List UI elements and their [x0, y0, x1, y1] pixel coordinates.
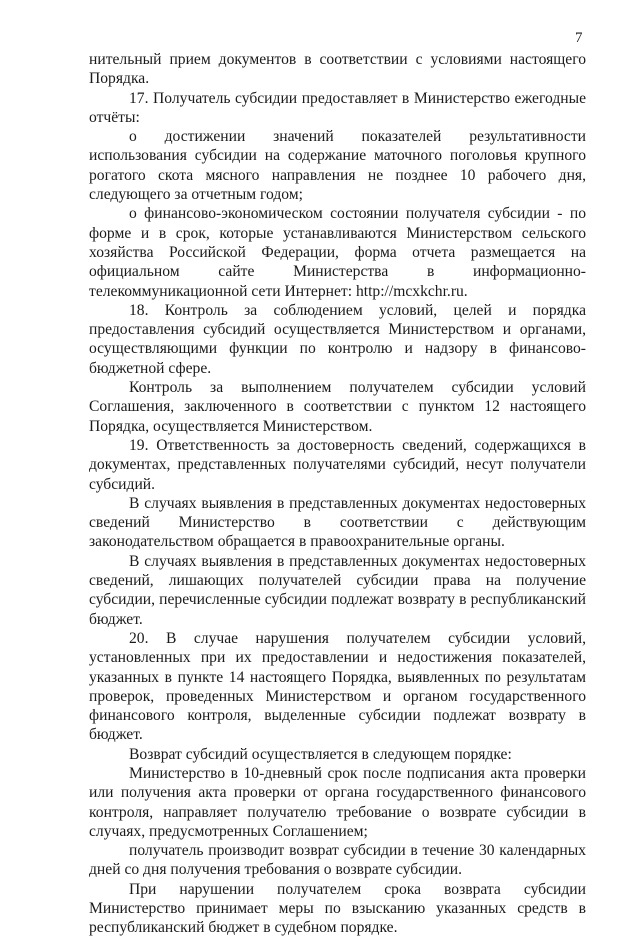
paragraph: Контроль за выполнением получателем субсидии условий Соглашения, заключенного в соответствии с пунктом 12 настоящего Порядка, осуществляется Министерством. [89, 379, 586, 435]
paragraph: В случаях выявления в представленных документах недостоверных сведений Министерство в соответствии с действующим законодательством обращается в правоохранительные органы. [89, 494, 586, 551]
paragraph: нительный прием документов в соответствии с условиями настоящего Порядка. [89, 51, 586, 88]
paragraph: 18. Контроль за соблюдением условий, целей и порядка предоставления субсидий осуществляется Министерством и органами, осуществляющими функции по контролю и надзору в финансово-бюджетной сфере. [89, 301, 586, 377]
document-body [89, 50, 586, 938]
page-number: 7 [575, 30, 583, 46]
paragraph: 20. В случае нарушения получателем субсидии условий, установленных при их предоставлении и недостижения показателей, указанных в пункте 14 настоящего Порядка, выявленных по результатам проверок, проведенных Министерством и органом государственного финансового контроля, выделенные субсидии подлежат возврату в бюджет. [89, 629, 586, 744]
paragraph: При нарушении получателем срока возврата субсидии Министерство принимает меры по взысканию указанных средств в республиканский бюджет в судебном порядке. [89, 880, 586, 937]
paragraph: о достижении значений показателей результативности использования субсидии на содержание маточного поголовья крупного рогатого скота мясного направления не позднее 10 рабочего дня, следующего за отчетным годом; [89, 128, 586, 204]
paragraph: 17. Получатель субсидии предоставляет в Министерство ежегодные отчёты: [89, 89, 586, 126]
paragraph: о финансово-экономическом состоянии получателя субсидии - по форме и в срок, которые устанавливаются Министерством сельского хозяйства Российской Федерации, форма отчета размещается на официальном сайте Министерства в информационно-телекоммуникационной сети Интернет: http://mcxkchr.ru. [89, 205, 586, 300]
paragraph: 19. Ответственность за достоверность сведений, содержащихся в документах, представленных получателями субсидий, несут получатели субсидий. [89, 436, 586, 493]
paragraph: В случаях выявления в представленных документах недостоверных сведений, лишающих получателей субсидии права на получение субсидии, перечисленные субсидии подлежат возврату в республиканский бюджет. [89, 552, 586, 628]
paragraph: Возврат субсидий осуществляется в следующем порядке: [129, 745, 512, 763]
paragraph: Министерство в 10-дневный срок после подписания акта проверки или получения акта проверки от органа государственного финансового контроля, направляет получателю требование о возврате субсидии в случаях, предусмотренных Соглашением; [89, 764, 586, 840]
paragraph: получатель производит возврат субсидии в течение 30 календарных дней со дня получения требования о возврате субсидии. [89, 842, 586, 879]
